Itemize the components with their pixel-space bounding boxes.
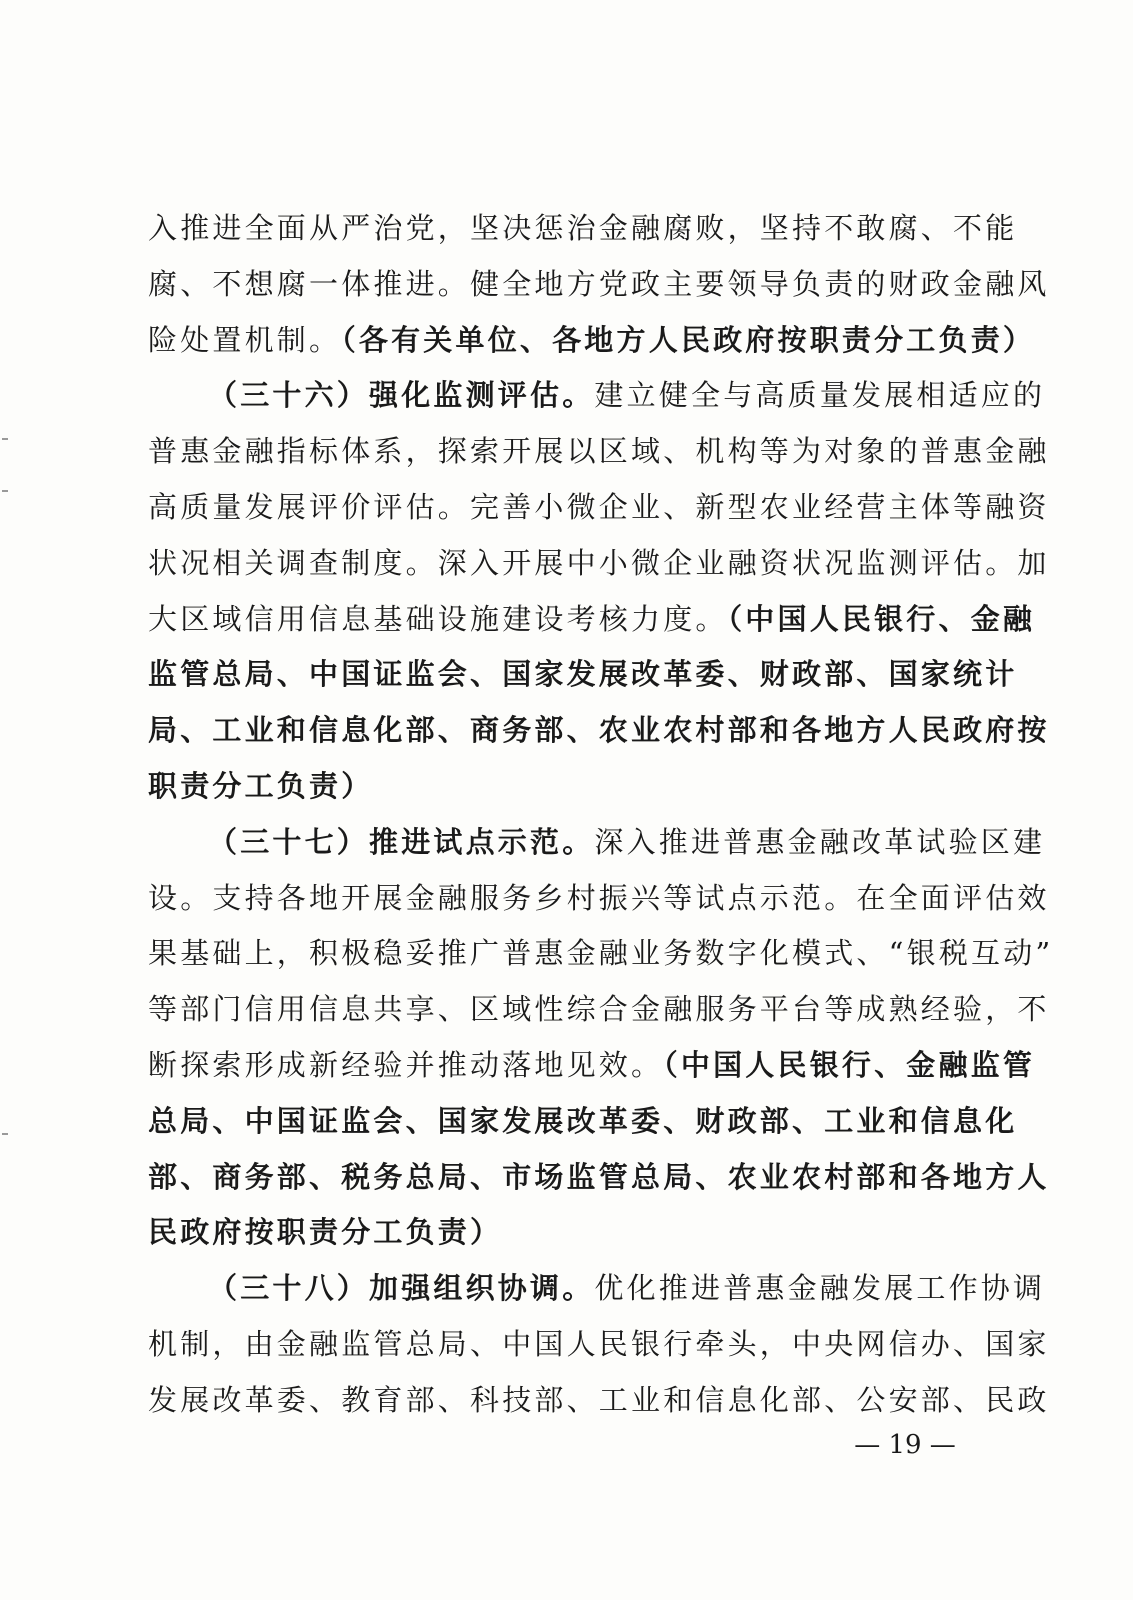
bold-text-segment: 局、工业和信息化部、商务部、农业农村部和各地方人民政府按: [148, 713, 1050, 748]
text-segment: 建立健全与高质量发展相适应的: [594, 378, 1046, 413]
bold-text-segment: 总局、中国证监会、国家发展改革委、财政部、工业和信息化: [148, 1103, 1018, 1138]
text-line: [148, 423, 1050, 479]
binding-mark: [2, 438, 8, 440]
text-line: [148, 981, 1050, 1037]
text-segment: 断探索形成新经验并推动落地见效。: [148, 1048, 664, 1082]
text-segment: 发展改革委、教育部、科技部、工业和信息化部、公安部、民政: [148, 1382, 1050, 1417]
text-segment: 入推进全面从严治党，坚决惩治金融腐败，坚持不敢腐、不能: [148, 211, 1018, 245]
text-line: [148, 870, 1050, 926]
binding-mark: [2, 490, 8, 492]
text-line: [148, 925, 1054, 981]
bold-text-segment: （三十七）推进试点示范。: [208, 824, 595, 859]
text-line: [148, 758, 990, 814]
text-line: [148, 535, 1050, 591]
text-line: [208, 367, 1046, 423]
bold-text-segment: 职责分工负责）: [148, 769, 374, 803]
bold-text-segment: （中国人民银行、金融监管: [663, 1048, 1036, 1082]
text-line: [148, 1149, 1050, 1205]
bold-text-segment: 监管总局、中国证监会、国家发展改革委、财政部、国家统计: [148, 657, 1018, 692]
text-line: [148, 1372, 1050, 1428]
bold-text-segment: （三十六）强化监测评估。: [208, 378, 595, 413]
text-segment: 大区域信用信息基础设施建设考核力度。: [148, 601, 728, 636]
bold-text-segment: （各有关单位、各地方人民政府按职责分工负责）: [341, 322, 1036, 357]
text-line: [148, 646, 1018, 702]
text-line: [208, 814, 1046, 870]
text-segment: 机制，由金融监管总局、中国人民银行牵头，中央网信办、国家: [148, 1327, 1050, 1361]
text-segment: 深入推进普惠金融改革试验区建: [594, 824, 1046, 859]
text-line: [148, 591, 1036, 647]
text-line: [148, 1093, 1018, 1149]
text-segment: 优化推进普惠金融发展工作协调: [594, 1271, 1046, 1306]
text-line: [148, 1316, 1050, 1372]
text-segment: 设。支持各地开展金融服务乡村振兴等试点示范。在全面评估效: [148, 880, 1050, 915]
text-segment: 险处置机制。: [148, 322, 342, 357]
text-segment: 状况相关调查制度。深入开展中小微企业融资状况监测评估。加: [148, 545, 1050, 580]
text-segment: 腐、不想腐一体推进。健全地方党政主要领导负责的财政金融风: [148, 266, 1050, 301]
text-line: [148, 200, 1018, 256]
text-segment: 果基础上，积极稳妥推广普惠金融业务数字化模式、“银税互动”: [148, 936, 1054, 971]
text-segment: 普惠金融指标体系，探索开展以区域、机构等为对象的普惠金融: [148, 434, 1050, 469]
page-number: — 19 —: [854, 1430, 956, 1460]
bold-text-segment: 民政府按职责分工负责）: [148, 1215, 503, 1250]
bold-text-segment: （中国人民银行、金融: [727, 601, 1036, 636]
text-segment: 高质量发展评价评估。完善小微企业、新型农业经营主体等融资: [148, 490, 1050, 524]
text-segment: 等部门信用信息共享、区域性综合金融服务平台等成熟经验，不: [148, 992, 1050, 1027]
bold-text-segment: 部、商务部、税务总局、市场监管总局、农业农村部和各地方人: [148, 1159, 1050, 1194]
text-line: [148, 1204, 990, 1260]
text-line: [148, 256, 1050, 312]
text-line: [148, 702, 1050, 758]
text-line: [148, 479, 1050, 535]
text-line: [148, 312, 1036, 368]
bold-text-segment: （三十八）加强组织协调。: [208, 1271, 595, 1306]
binding-mark: [2, 1133, 8, 1135]
text-line: [148, 1037, 1036, 1093]
text-line: [208, 1260, 1046, 1316]
